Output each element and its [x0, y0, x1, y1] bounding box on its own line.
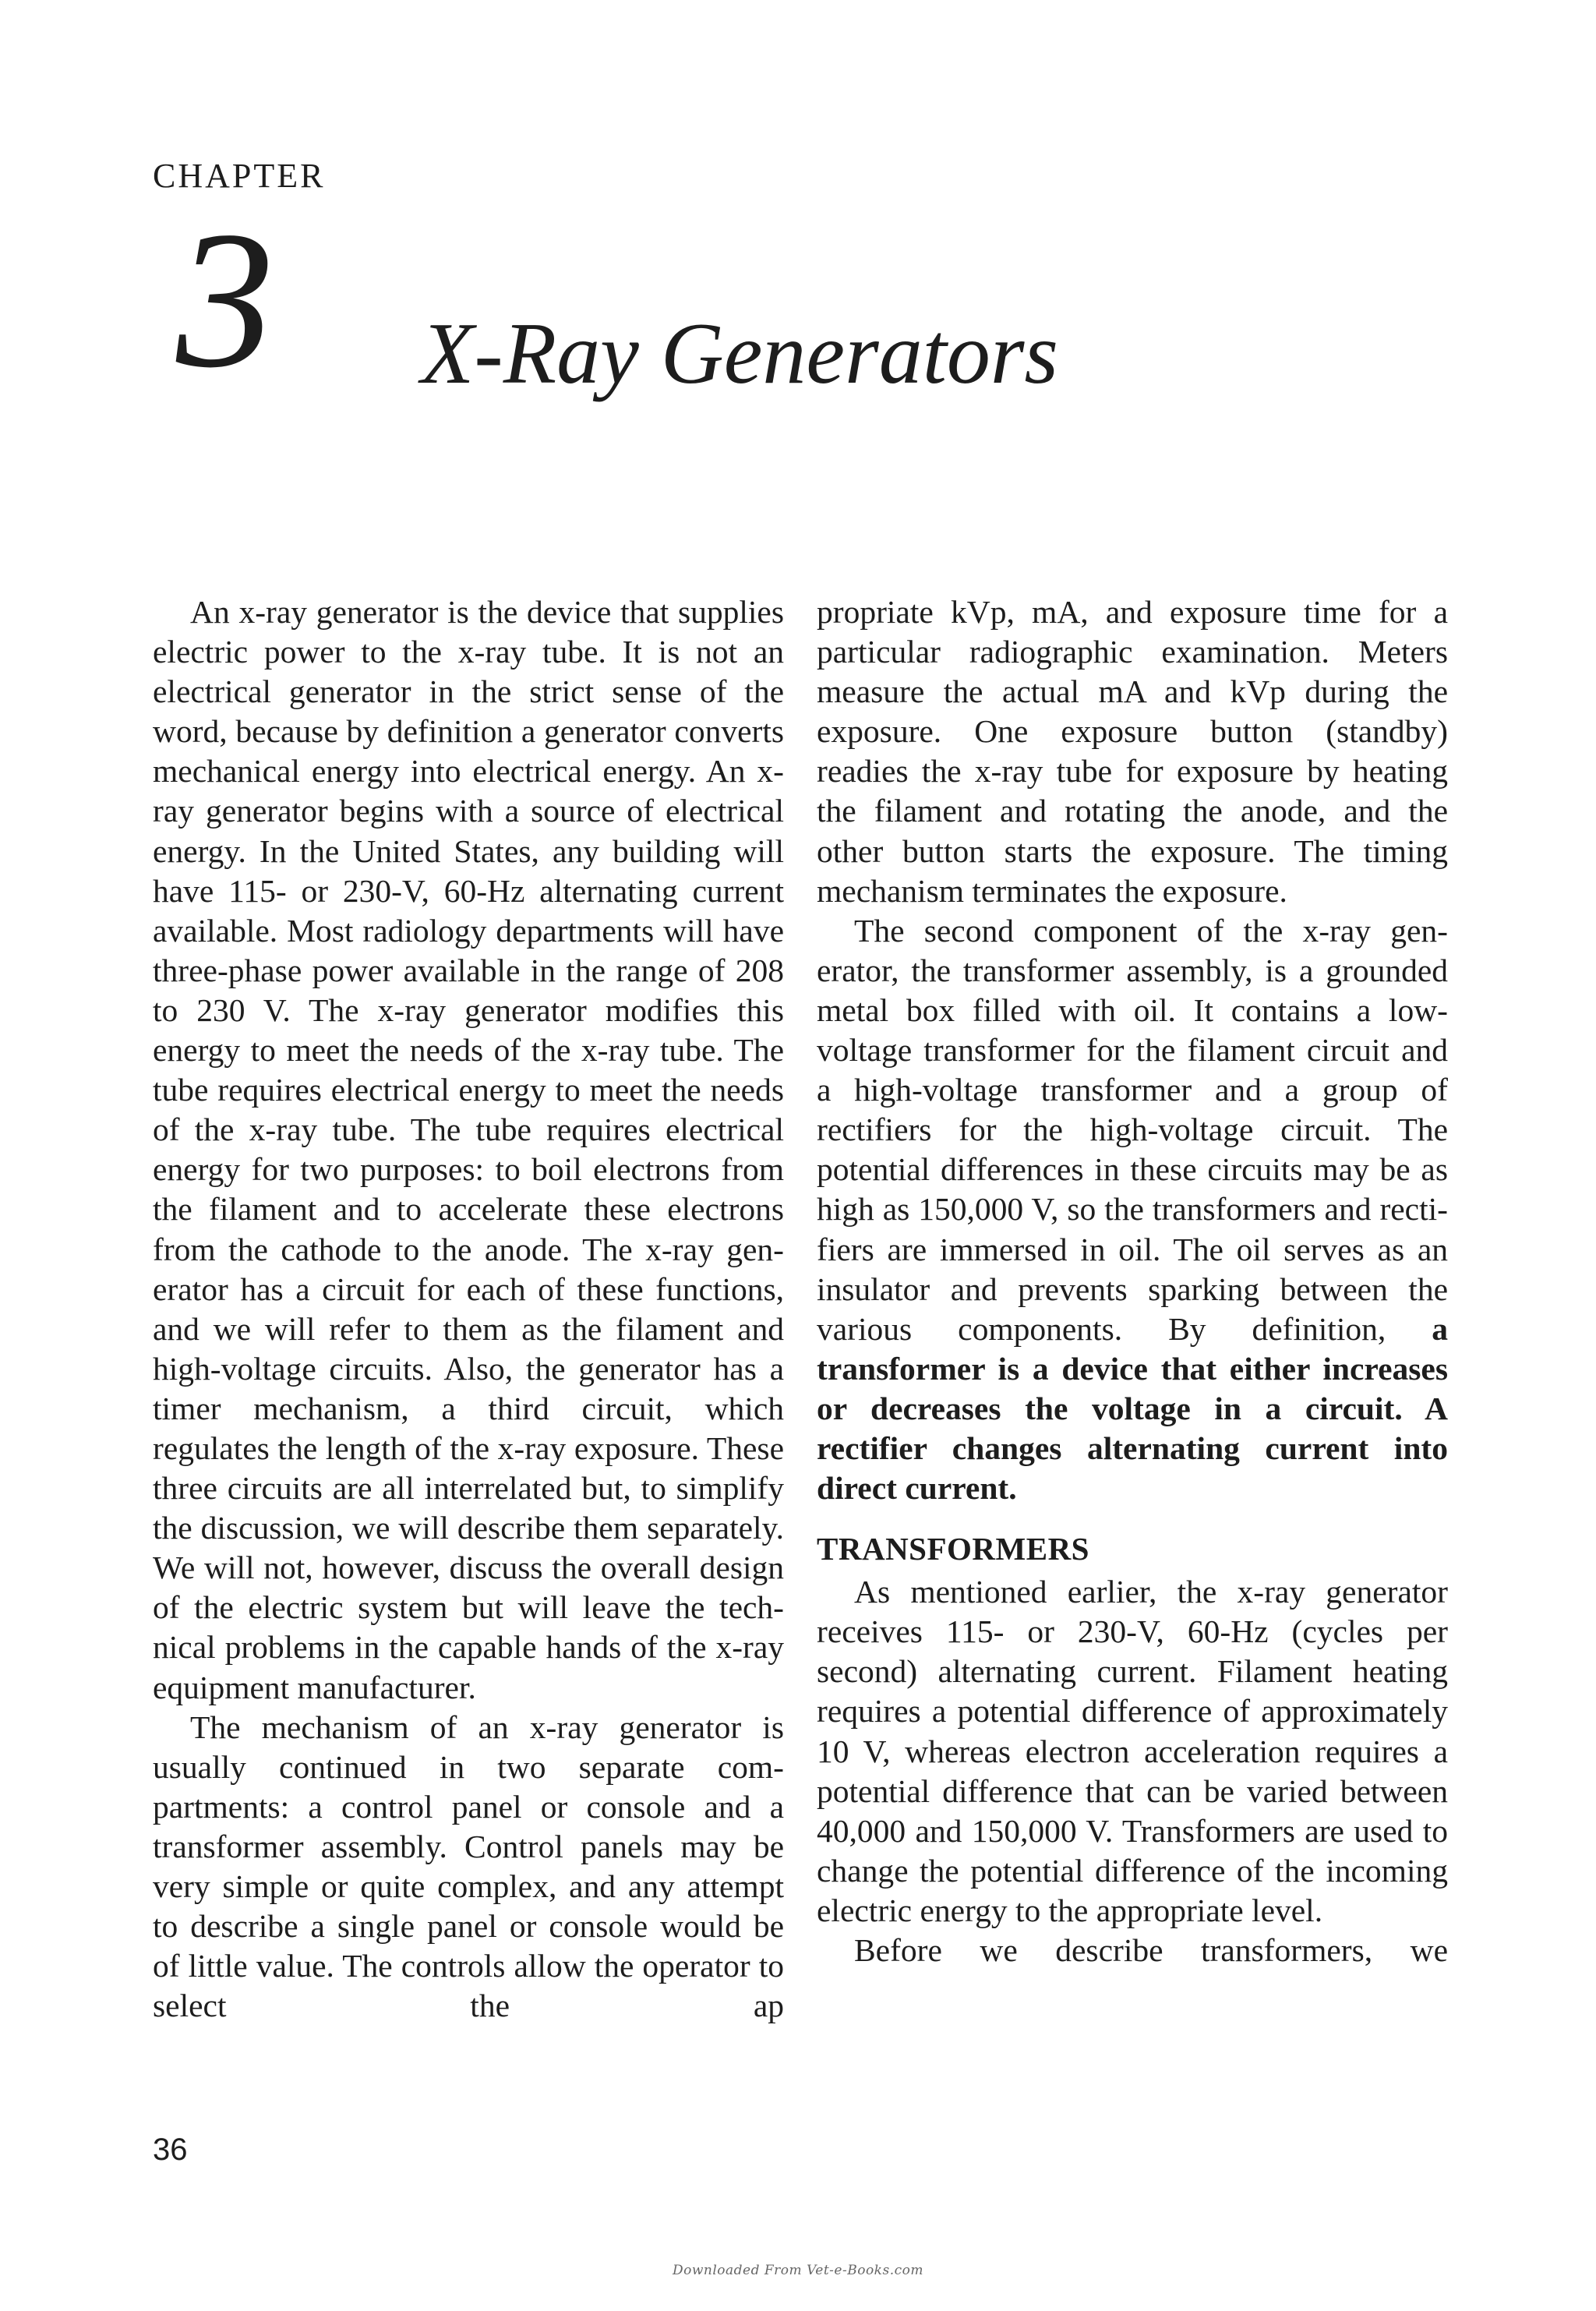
paragraph-transformer-assembly — [817, 911, 1448, 1508]
chapter-title: X-Ray Generators — [421, 306, 1059, 402]
paragraph-intro: An x-ray generator is the device that supplies electric power to the x-ray tube. It is not an electrical generator in the strict sense of the word, because by definition a generator converts mechanical energy into electrical energy. An x-ray generator begins with a source of electrical energy. In the United States, any building will have 115- or 230-V, 60-Hz alternating current available. Most radiology departments will have three-phase power available in the range of 208 to 230 V. The x-ray generator modifies this energy to meet the needs of the x-ray tube. The tube requires electrical energy to meet the needs of the x-ray tube. The tube requires electrical energy for two purposes: to boil electrons from the filament and to accelerate these electrons from the cathode to the anode. The x-ray generator has a circuit for each of these functions, and we will refer to them as the filament and high-voltage circuits. Also, the generator has a timer mechanism, a third circuit, which regulates the length of the x-ray exposure. These three circuits are all interrelated but, to simplify the discussion, we will describe them separately. We will not, however, discuss the overall design of the electric system but will leave the technical problems in the capable hands of the x-ray equipment manufacturer. — [153, 594, 784, 1705]
right-column — [817, 592, 1448, 1970]
paragraph-mechanism: The mechanism of an x-ray generator is usually continued in two separate compartments: a control panel or console and a transformer assembly. Control panels may be very simple or quite complex, and any attempt to describe a single panel or console would be of little value. The controls allow the operator to select the ap — [153, 1709, 784, 2024]
paragraph-controls-continued: propriate kVp, mA, and exposure time for a particular radiographic examination. Meters measure the actual mA and kVp during the exposure. One exposure button (standby) readies the x-ray tube for exposure by heating the filament and rotating the anode, and the other button starts the exposure. The timing mechanism terminates the exposure. — [817, 594, 1448, 909]
page-number: 36 — [153, 2133, 188, 2167]
transformer-definition: a transformer is a device that either increases or decreases the voltage in a circuit. A rectifier changes alternating current into direct current. — [817, 1310, 1448, 1507]
transformer-assembly-text: The second component of the x-ray generator, the transformer assembly, is a grounded metal box filled with oil. It contains a low-voltage transformer for the filament circuit and a high-voltage transformer and a group of rectifiers for the high-voltage circuit. The potential differences in these circuits may be as high as 150,000 V, so the transformers and rectifiers are immersed in oil. The oil serves as an insulator and prevents sparking between the various components. By definition, — [817, 912, 1448, 1347]
section-heading-transformers: TRANSFORMERS — [817, 1531, 1089, 1567]
paragraph-before-describe: Before we describe transformers, we — [854, 1932, 1448, 1968]
chapter-label: CHAPTER — [153, 157, 326, 195]
paragraph-transformers-intro: As mentioned earlier, the x-ray generator receives 115- or 230-V, 60-Hz (cycles per second) alternating current. Filament heating requires a potential difference of approximately 10 V, whereas electron acceleration requires a potential difference that can be varied between 40,000 and 150,000 V. Transformers are used to change the potential difference of the incoming electric energy to the appropriate level. — [817, 1574, 1448, 1928]
chapter-number: 3 — [176, 190, 274, 408]
download-watermark: Downloaded From Vet-e-Books.com — [672, 2263, 923, 2278]
left-column — [153, 592, 784, 2026]
